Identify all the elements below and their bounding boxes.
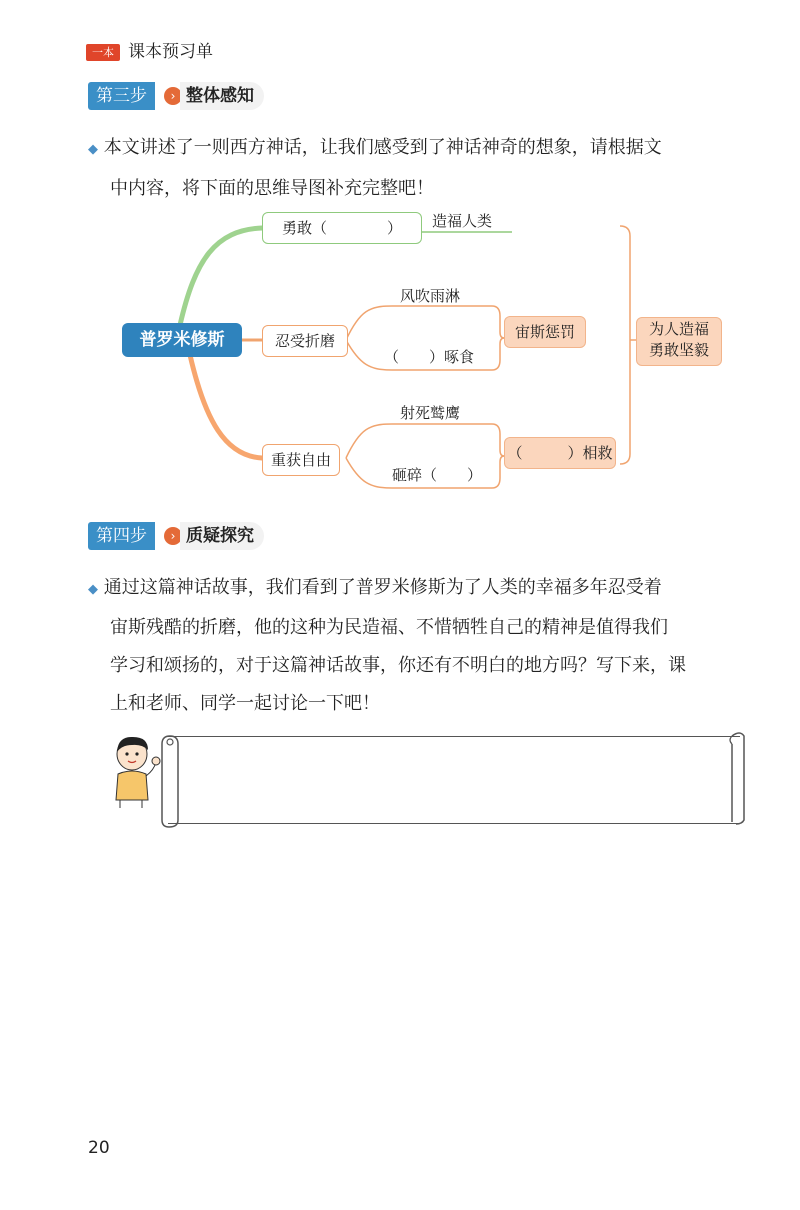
header-title: 课本预习单: [128, 42, 213, 62]
mindmap-leaf-shoot-eagle: 射死鹫鹰: [400, 404, 461, 422]
step-label-3: [88, 82, 288, 110]
mindmap-leaf-benefit: 造福人类: [432, 212, 493, 230]
mindmap-result-rescue: （ ）相救: [504, 437, 616, 469]
section4-paragraph: [88, 569, 778, 723]
boy-illustration: [108, 734, 164, 810]
chevron-right-icon: ›: [164, 87, 182, 105]
scroll-left-curl: [160, 730, 184, 830]
mindmap-leaf-wind-rain: 风吹雨淋: [400, 287, 461, 305]
paragraph-line-2: 中内容，将下面的思维导图补充完整吧！: [110, 178, 434, 199]
step-number: 第三步: [88, 82, 155, 110]
section3-paragraph: [88, 128, 768, 208]
mindmap-center-node: 普罗米修斯: [122, 323, 242, 357]
diamond-bullet-icon: ◆: [88, 142, 98, 157]
step-name: 整体感知: [180, 82, 264, 110]
paragraph-line-1: ◆ 通过这篇神话故事，我们看到了普罗米修斯为了人类的幸福多年忍受着: [88, 577, 662, 598]
mindmap-branch-freedom: 重获自由: [262, 444, 340, 476]
mindmap-result-punish: 宙斯惩罚: [504, 316, 586, 348]
paragraph-line-1: ◆ 本文讲述了一则西方神话，让我们感受到了神话神奇的想象，请根据文: [88, 137, 662, 158]
chevron-right-icon: ›: [164, 527, 182, 545]
paragraph-line-4: 上和老师、同学一起讨论一下吧！: [110, 693, 380, 714]
scroll-right-curl: [724, 726, 748, 826]
mindmap-summary-node: [636, 317, 722, 366]
mindmap-leaf-smash: 砸碎（ ）: [392, 466, 483, 484]
step-label-4: [88, 522, 288, 550]
answer-scroll-box[interactable]: [168, 736, 740, 824]
page-number: 20: [88, 1138, 110, 1158]
mindmap-branch-suffer: 忍受折磨: [262, 325, 348, 357]
summary-line-1: 为人造福: [648, 320, 709, 338]
diamond-bullet-icon: ◆: [88, 582, 98, 597]
step-name: 质疑探究: [180, 522, 264, 550]
paragraph-line-3: 学习和颂扬的，对于这篇神话故事，你还有不明白的地方吗？写下来，课: [110, 655, 686, 676]
summary-line-2: 勇敢坚毅: [648, 341, 709, 359]
step-number: 第四步: [88, 522, 155, 550]
paragraph-line-2: 宙斯残酷的折磨，他的这种为民造福、不惜牺牲自己的精神是值得我们: [110, 617, 668, 638]
brand-badge: 一本: [86, 44, 120, 61]
mindmap-leaf-pecked: （ ）啄食: [384, 348, 475, 366]
mindmap-branch-brave: 勇敢（ ）: [262, 212, 422, 244]
